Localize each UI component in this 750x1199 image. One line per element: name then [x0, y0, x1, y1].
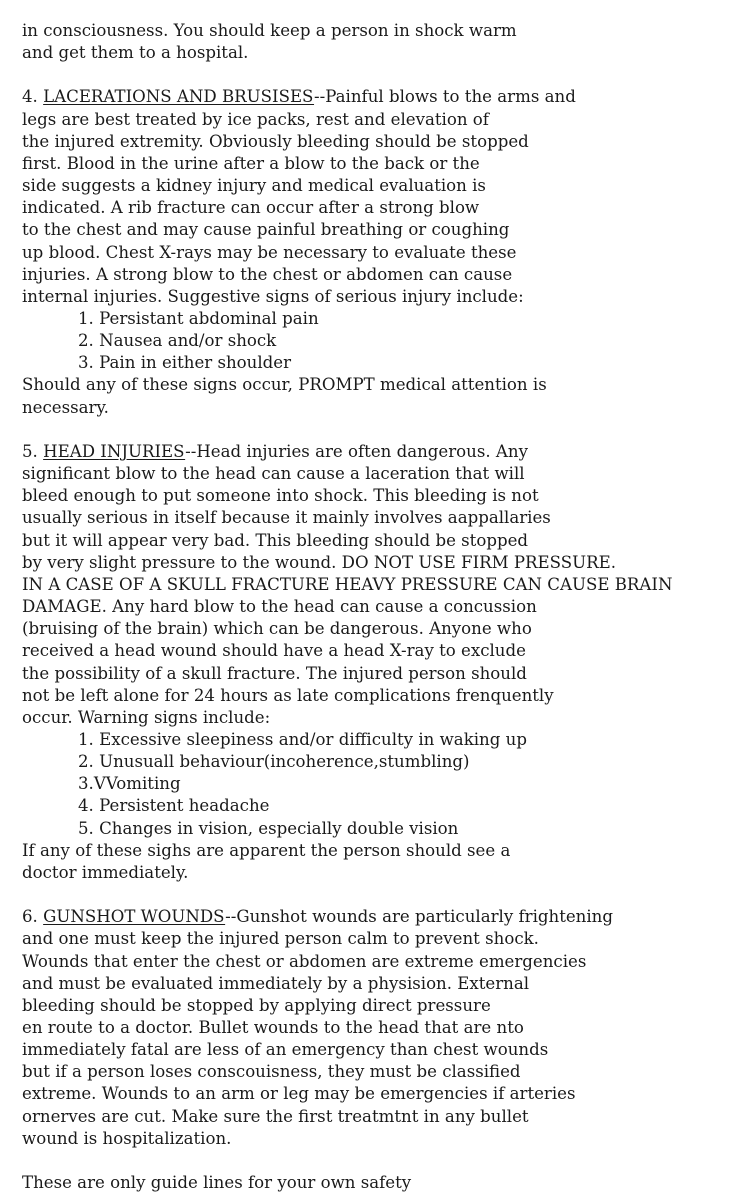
section-lacerations	[22, 86, 750, 418]
text-line: but it will appear very bad. This bleeding should be stopped	[22, 530, 529, 550]
section-number: 6.	[22, 907, 38, 927]
list-item: 1. Persistant abdominal pain	[78, 309, 319, 329]
text-line: IN A CASE OF A SKULL FRACTURE HEAVY PRESSURE CAN CAUSE BRAIN	[22, 574, 673, 594]
section-heading: GUNSHOT WOUNDS	[43, 907, 226, 927]
intro-paragraph	[22, 20, 750, 64]
paragraph-gap	[22, 64, 750, 86]
section-lead-text: --Gunshot wounds are particularly frightening	[225, 907, 613, 927]
paragraph-gap	[22, 419, 750, 441]
text-line: but if a person loses conscouisness, they must be classified	[22, 1062, 521, 1082]
text-line: received a head wound should have a head X-ray to exclude	[22, 641, 526, 661]
text-line: by very slight pressure to the wound. DO NOT USE FIRM PRESSURE.	[22, 552, 616, 572]
list-item: 4. Persistent headache	[78, 796, 270, 816]
text-line: internal injuries. Suggestive signs of serious injury include:	[22, 286, 524, 306]
list-item: 2. Nausea and/or shock	[78, 331, 277, 351]
text-line: the possibility of a skull fracture. The injured person should	[22, 663, 527, 683]
paragraph-gap	[22, 1150, 750, 1172]
text-line: to the chest and may cause painful breathing or coughing	[22, 220, 510, 240]
text-line: ornerves are cut. Make sure the first treatmtnt in any bullet	[22, 1106, 529, 1126]
section-heading-line	[22, 441, 750, 463]
section-heading-line	[22, 906, 750, 928]
section-head-injuries	[22, 441, 750, 884]
text-line: bleed enough to put someone into shock. This bleeding is not	[22, 486, 539, 506]
section-gunshot-wounds	[22, 906, 750, 1150]
section-lead-text: --Painful blows to the arms and	[314, 87, 576, 107]
text-line: first. Blood in the urine after a blow to the back or the	[22, 153, 480, 173]
list-item: 3. Pain in either shoulder	[78, 353, 292, 373]
section-heading-line	[22, 86, 750, 108]
list-item: 2. Unusuall behaviour(incoherence,stumbling)	[78, 752, 470, 772]
text-line: immediately fatal are less of an emergency than chest wounds	[22, 1040, 549, 1060]
list-item: 5. Changes in vision, especially double vision	[78, 818, 459, 838]
text-line: up blood. Chest X-rays may be necessary to evaluate these	[22, 242, 517, 262]
text-line: in consciousness. You should keep a person in shock warm	[22, 21, 517, 40]
closing-line: These are only guide lines for your own safety	[22, 1173, 412, 1193]
text-line: and must be evaluated immediately by a physision. External	[22, 973, 530, 993]
text-line: occur. Warning signs include:	[22, 707, 271, 727]
text-line: bleeding should be stopped by applying direct pressure	[22, 995, 491, 1015]
text-line: and one must keep the injured person calm to prevent shock.	[22, 929, 539, 949]
text-line: Should any of these signs occur, PROMPT medical attention is	[22, 375, 547, 395]
text-line: doctor immediately.	[22, 862, 189, 882]
text-line: extreme. Wounds to an arm or leg may be emergencies if arteries	[22, 1084, 576, 1104]
text-line: DAMAGE. Any hard blow to the head can cause a concussion	[22, 597, 537, 617]
text-line: side suggests a kidney injury and medical evaluation is	[22, 176, 486, 196]
text-line: the injured extremity. Obviously bleeding should be stopped	[22, 131, 529, 151]
paragraph-gap	[22, 884, 750, 906]
text-line: not be left alone for 24 hours as late complications frenquently	[22, 685, 554, 705]
text-line: necessary.	[22, 397, 109, 417]
text-line: If any of these sighs are apparent the person should see a	[22, 840, 511, 860]
text-line: (bruising of the brain) which can be dangerous. Anyone who	[22, 619, 532, 639]
section-number: 5.	[22, 441, 38, 461]
section-lead-text: --Head injuries are often dangerous. Any	[185, 441, 528, 461]
text-line: legs are best treated by ice packs, rest and elevation of	[22, 109, 489, 129]
text-line: significant blow to the head can cause a laceration that will	[22, 464, 525, 484]
section-heading: LACERATIONS AND BRUSISES	[43, 87, 315, 107]
text-line: and get them to a hospital.	[22, 43, 249, 63]
text-line: indicated. A rib fracture can occur after a strong blow	[22, 198, 480, 218]
text-line: Wounds that enter the chest or abdomen are extreme emergencies	[22, 951, 587, 971]
text-line: injuries. A strong blow to the chest or abdomen can cause	[22, 264, 513, 284]
list-item: 3.VVomiting	[78, 774, 181, 794]
section-number: 4.	[22, 87, 38, 107]
list-item: 1. Excessive sleepiness and/or difficulty in waking up	[78, 729, 527, 749]
section-heading: HEAD INJURIES	[43, 441, 186, 461]
text-line: en route to a doctor. Bullet wounds to the head that are nto	[22, 1017, 524, 1037]
text-line: wound is hospitalization.	[22, 1128, 232, 1148]
text-line: usually serious in itself because it mainly involves aappallaries	[22, 508, 551, 528]
